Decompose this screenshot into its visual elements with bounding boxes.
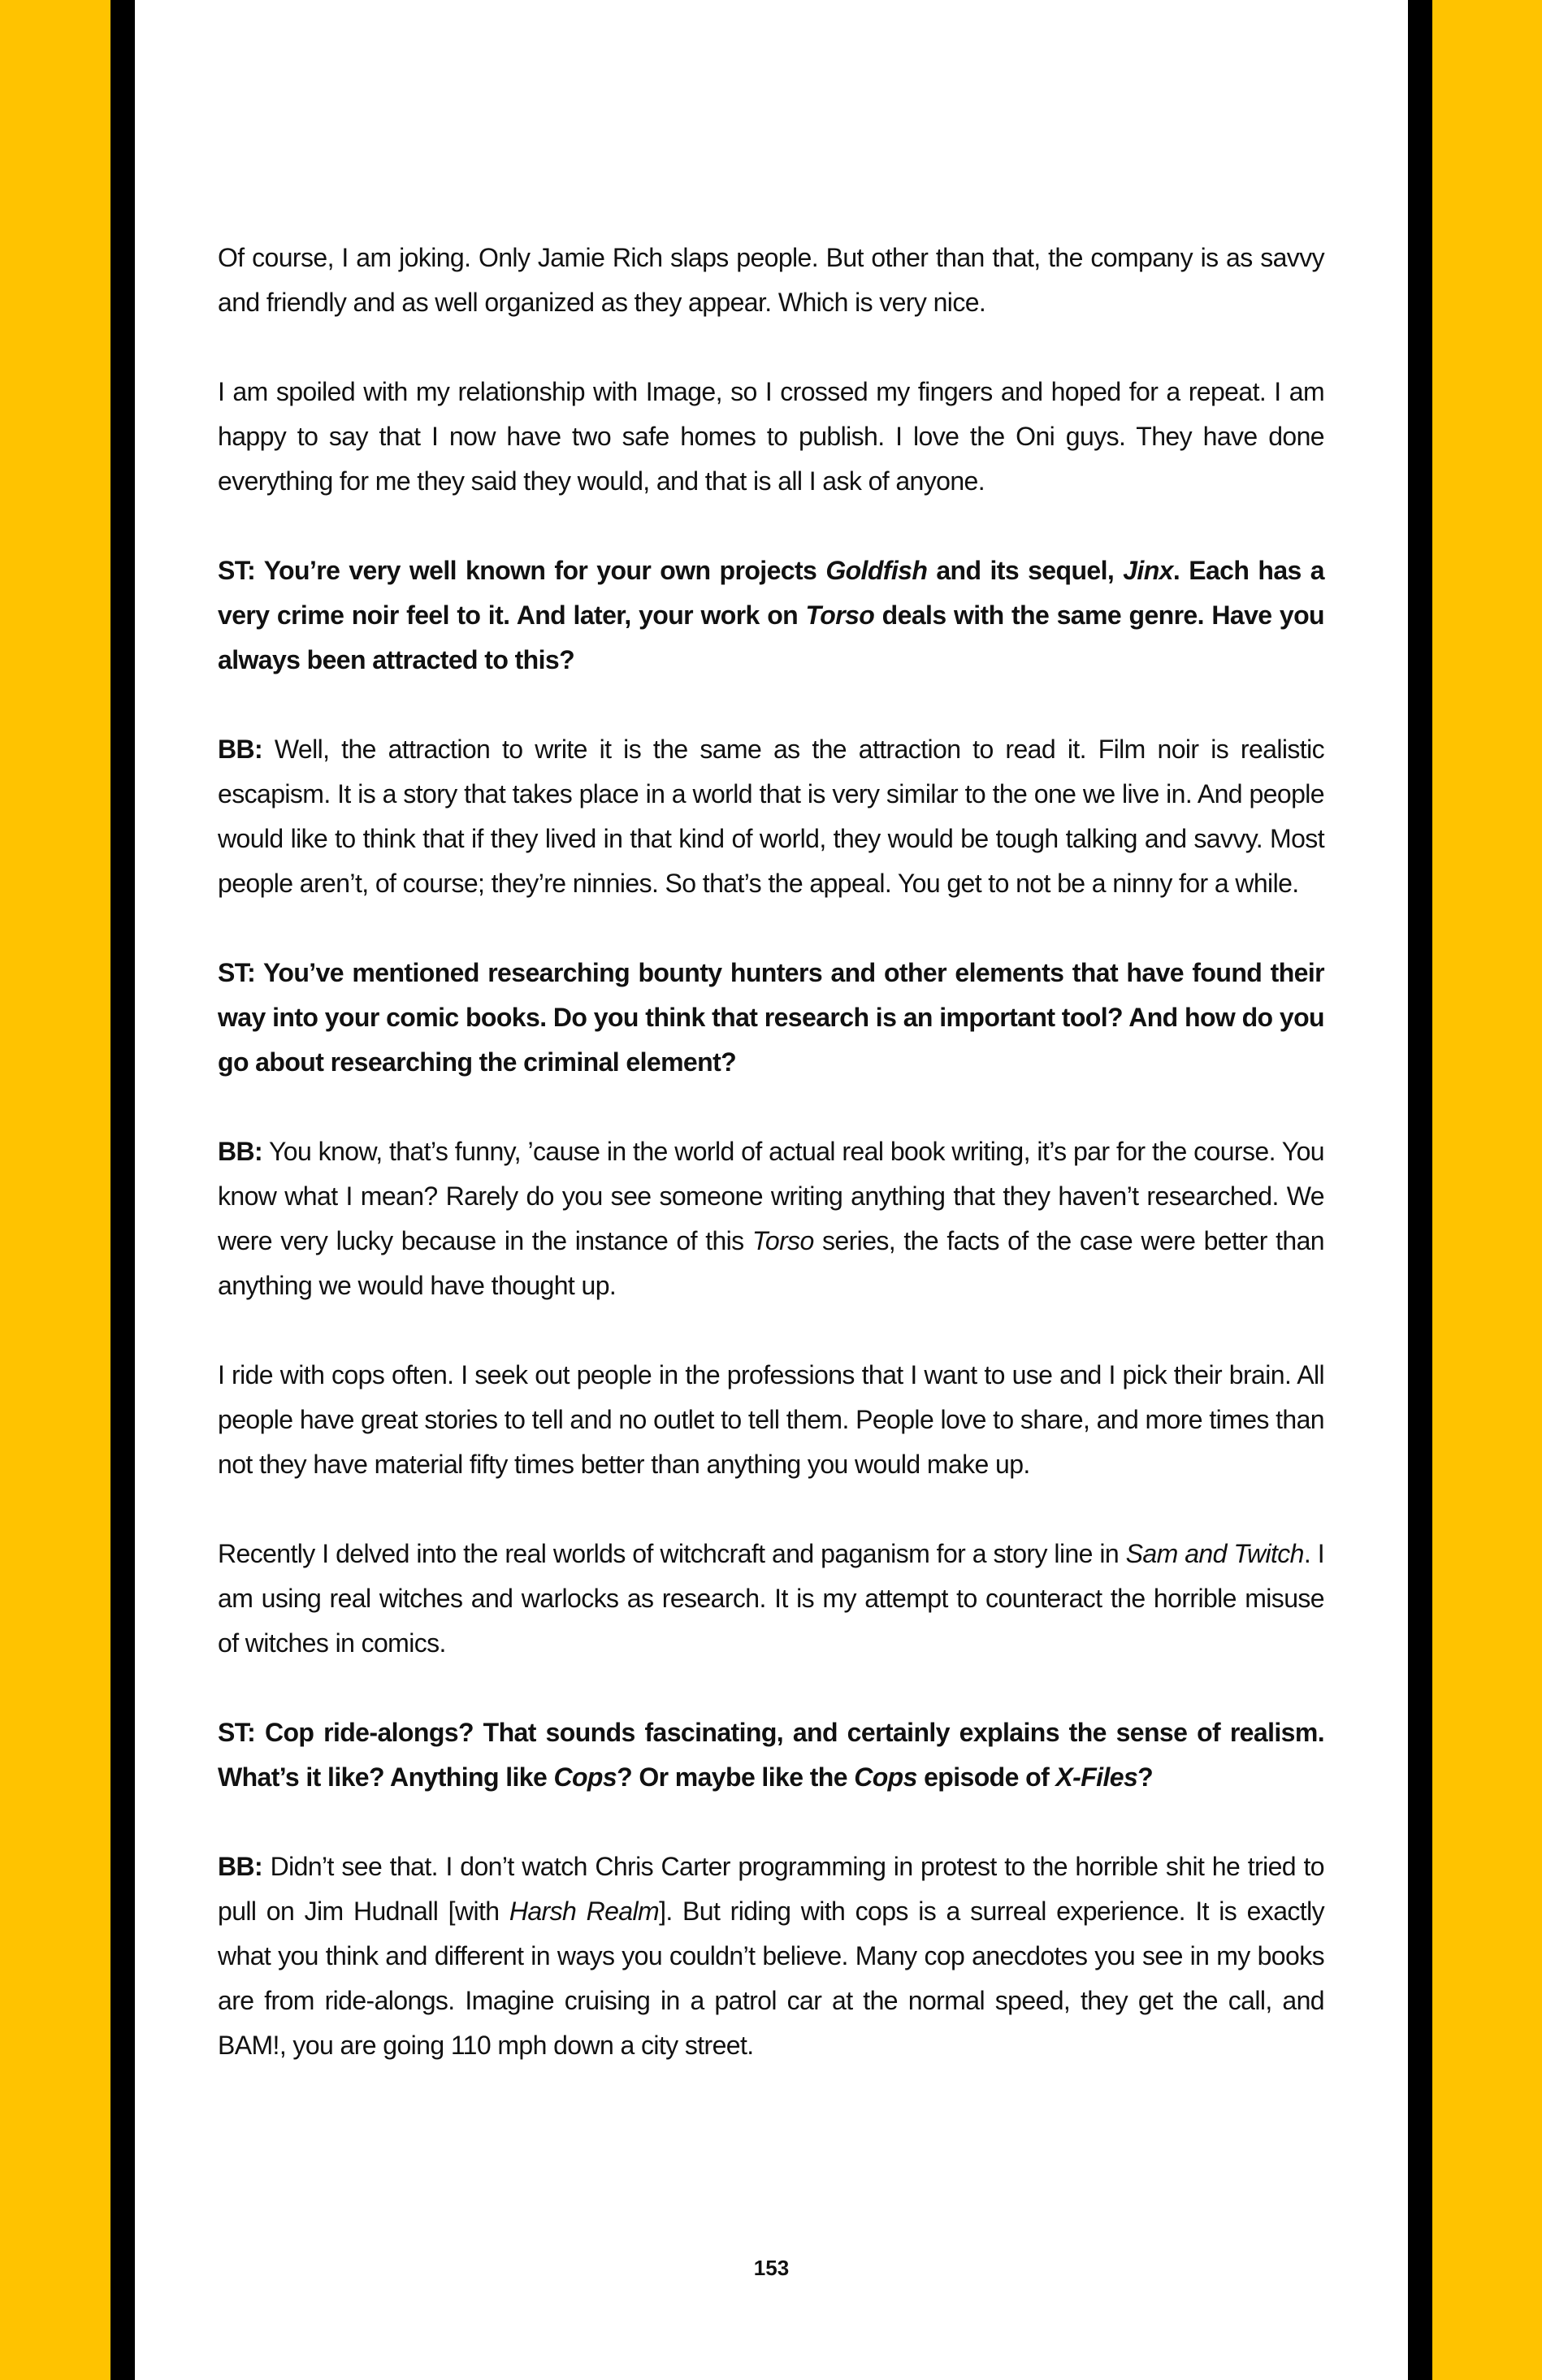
paragraph-text: Recently I delved into the real worlds of witchcraft and paganism for a story line in bbox=[218, 1539, 1126, 1568]
paragraph-text: ]. But riding with cops is a surreal experience. It is exactly what you think and different in ways you couldn’t believe. Many cop anecdotes you see in my books are from ride-alongs. Imagine cruising in a patrol car at the normal speed, they get the call, and BAM!, you are going 110 mph down a city street. bbox=[218, 1897, 1324, 2060]
paragraph-text: I am spoiled with my relationship with Image, so I crossed my fingers and hoped for a repeat. I am happy to say that I now have two safe homes to publish. I love the Oni guys. They have done everything for me they said they would, and that is all I ask of anyone. bbox=[218, 377, 1324, 496]
paragraph-7 bbox=[218, 1353, 1324, 1487]
answer-paragraph-6 bbox=[218, 1129, 1324, 1308]
book-page bbox=[135, 0, 1408, 2380]
title-goldfish: Goldfish bbox=[825, 556, 928, 585]
question-paragraph-9 bbox=[218, 1710, 1324, 1800]
paragraph-text: and its sequel, bbox=[927, 556, 1124, 585]
paragraph-text: episode of bbox=[916, 1762, 1056, 1792]
paragraph-text: Well, the attraction to write it is the same as the attraction to read it. Film noir is realistic escapism. It is a story that takes place in a world that is very similar to the one we live in. And people would like to think that if they lived in that kind of world, they would be tough talking and savvy. Most people aren’t, of course; they’re ninnies. So that’s the appeal. You get to not be a ninny for a while. bbox=[218, 735, 1324, 898]
speaker-label: BB: bbox=[218, 735, 263, 764]
title-cops: Cops bbox=[553, 1762, 617, 1792]
paragraph-8 bbox=[218, 1532, 1324, 1666]
title-sam-and-twitch: Sam and Twitch bbox=[1125, 1539, 1304, 1568]
paragraph-text: deals with the same genre. Have you always been attracted to this? bbox=[218, 600, 1324, 674]
question-paragraph-3 bbox=[218, 548, 1324, 683]
paragraph-text: You’ve mentioned researching bounty hunters and other elements that have found their way into your comic books. Do you think that research is an important tool? And how do you go about researching the criminal element? bbox=[218, 958, 1324, 1077]
speaker-label: ST: bbox=[218, 556, 256, 585]
page-number: 153 bbox=[753, 2256, 790, 2280]
speaker-label: BB: bbox=[218, 1852, 263, 1881]
paragraph-text: Cop ride-alongs? That sounds fascinating, and certainly explains the sense of realism. What’s it like? Anything like bbox=[218, 1718, 1324, 1792]
answer-paragraph-10 bbox=[218, 1845, 1324, 2068]
interview-text bbox=[218, 236, 1324, 2113]
paragraph-text: ? Or maybe like the bbox=[617, 1762, 855, 1792]
paragraph-text: Didn’t see that. I don’t watch Chris Carter programming in protest to the horrible shit he tried to pull on Jim Hudnall [with bbox=[218, 1852, 1324, 1926]
title-torso: Torso bbox=[752, 1226, 814, 1255]
paragraph-text: ? bbox=[1137, 1762, 1154, 1792]
left-black-border bbox=[110, 0, 135, 2380]
paragraph-text: Of course, I am joking. Only Jamie Rich slaps people. But other than that, the company is as savvy and friendly and as well organized as they appear. Which is very nice. bbox=[218, 243, 1324, 317]
right-black-border bbox=[1408, 0, 1432, 2380]
title-torso: Torso bbox=[805, 600, 875, 630]
paragraph-1 bbox=[218, 236, 1324, 325]
speaker-label: BB: bbox=[218, 1137, 263, 1166]
paragraph-text: . Each has a very crime noir feel to it. And later, your work on bbox=[218, 556, 1324, 630]
paragraph-2 bbox=[218, 370, 1324, 504]
paragraph-text: I ride with cops often. I seek out people in the professions that I want to use and I pick their brain. All people have great stories to tell and no outlet to tell them. People love to share, and more times than not they have material fifty times better than anything you would make up. bbox=[218, 1360, 1324, 1479]
paragraph-text: You’re very well known for your own projects bbox=[255, 556, 826, 585]
answer-paragraph-4 bbox=[218, 727, 1324, 906]
paragraph-text: You know, that’s funny, ’cause in the world of actual real book writing, it’s par for the course. You know what I mean? Rarely do you see someone writing anything that they haven’t researched. We were very lucky because in the instance of this bbox=[218, 1137, 1324, 1255]
paragraph-text: series, the facts of the case were better than anything we would have thought up. bbox=[218, 1226, 1324, 1300]
speaker-label: ST: bbox=[218, 1718, 256, 1747]
title-x-files: X-Files bbox=[1055, 1762, 1138, 1792]
title-jinx: Jinx bbox=[1123, 556, 1173, 585]
speaker-label: ST: bbox=[218, 958, 256, 987]
paragraph-text: . I am using real witches and warlocks as research. It is my attempt to counteract the horrible misuse of witches in comics. bbox=[218, 1539, 1324, 1658]
title-cops: Cops bbox=[854, 1762, 917, 1792]
title-harsh-realm: Harsh Realm bbox=[509, 1897, 660, 1926]
question-paragraph-5 bbox=[218, 951, 1324, 1085]
